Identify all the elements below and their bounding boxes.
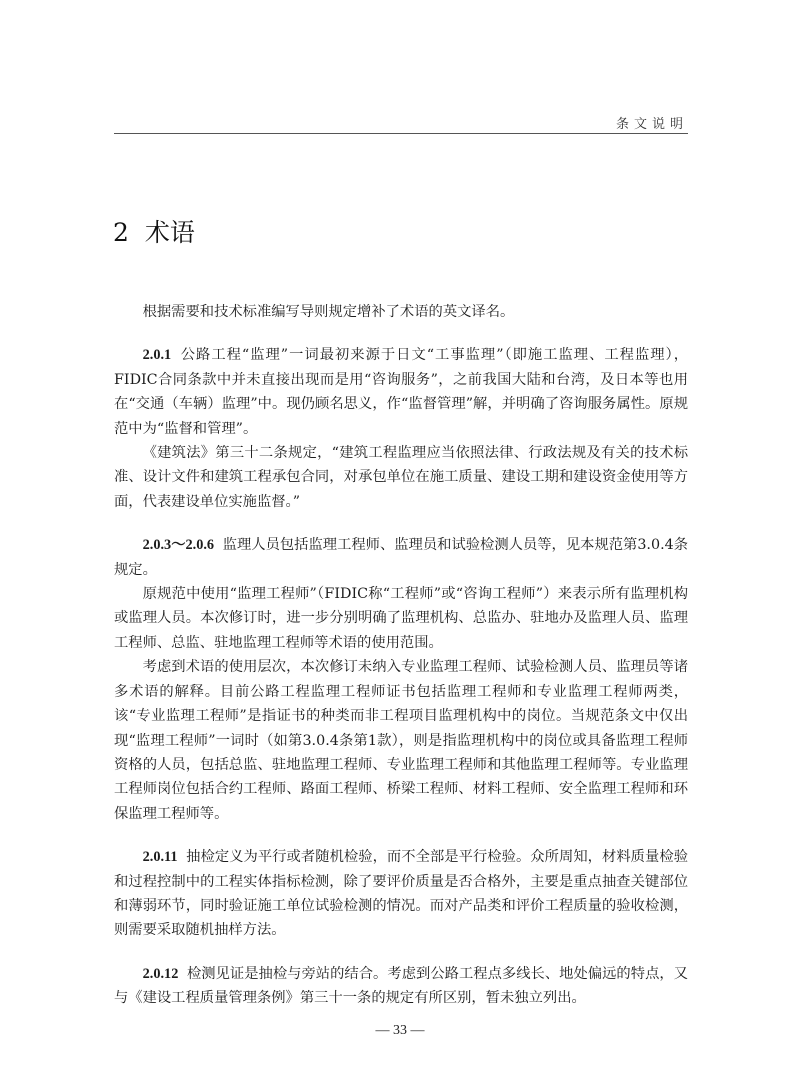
chapter-heading [113, 213, 195, 249]
chapter-title: 术语 [144, 218, 195, 247]
clause-text: 检测见证是抽检与旁站的结合。考虑到公路工程点多线长、地处偏远的特点，又与《建设工程质量管理条例》第三十一条的规定有所区别，暂未独立列出。 [114, 965, 688, 1007]
clause-text: 公路工程“监理”一词最初来源于日文“工事监理”（即施工监理、工程监理），FIDIC合同条款中并未直接出现而是用“咨询服务”，之前我国大陆和台湾，及日本等也用在“交通（车辆）监理”中。现仍顾名思义，作“监督管理”解，并明确了咨询服务属性。原规范中为“监督和管理”。 [114, 347, 688, 437]
clause-2-0-1-para-2: 《建筑法》第三十二条规定，“建筑工程监理应当依照法律、行政法规及有关的技术标准、设计文件和建筑工程承包合同，对承包单位在施工质量、建设工期和建设资金使用等方面，代表建设单位实施监督。” [114, 445, 688, 510]
page-number: — 33 — [375, 1023, 425, 1038]
clause-2-0-3-para-3: 考虑到术语的使用层次，本次修订未纳入专业监理工程师、试验检测人员、监理员等诸多术语的解释。目前公路工程监理工程师证书包括监理工程师和专业监理工程师两类，该“专业监理工程师”是指证书的种类而非工程项目监理机构中的岗位。当规范条文中仅出现“监理工程师”一词时（如第3.0.4条第1款），则是指监理机构中的岗位或具备监理工程师资格的人员，包括总监、驻地监理工程师、专业监理工程师和其他监理工程师等。专业监理工程师岗位包括合约工程师、路面工程师、桥梁工程师、材料工程师、安全监理工程师和环保监理工程师等。 [114, 659, 688, 822]
clause-number: 2.0.3～2.0.6 [142, 537, 215, 554]
clause-2-0-1-para-1 [114, 343, 688, 441]
body-text [114, 300, 688, 1011]
running-header: 条文说明 [615, 117, 688, 132]
clause-2-0-12-para-1 [114, 962, 688, 1011]
clause-number: 2.0.11 [142, 849, 178, 866]
clause-text: 抽检定义为平行或者随机检验，而不全部是平行检验。众所周知，材料质量检验和过程控制中的工程实体指标检测，除了要评价质量是否合格外，主要是重点抽查关键部位和薄弱环节，同时验证施工单位试验检测的情况。而对产品类和评价工程质量的验收检测，则需要采取随机抽样方法。 [114, 849, 688, 939]
header-rule [114, 133, 688, 134]
chapter-number: 2 [113, 218, 129, 247]
clause-number: 2.0.1 [142, 347, 172, 364]
clause-2-0-3-para-1 [114, 533, 688, 582]
clause-text: 监理人员包括监理工程师、监理员和试验检测人员等，见本规范第3.0.4条规定。 [114, 537, 689, 578]
clause-2-0-11-para-1 [114, 845, 688, 943]
clause-2-0-3-para-2: 原规范中使用“监理工程师”（FIDIC称“工程师”或“咨询工程师”）来表示所有监理机构或监理人员。本次修订时，进一步分别明确了监理机构、总监办、驻地办及监理人员、监理工程师、总监、驻地监理工程师等术语的使用范围。 [114, 586, 688, 651]
intro-paragraph: 根据需要和技术标准编写导则规定增补了术语的英文译名。 [142, 304, 515, 320]
clause-number: 2.0.12 [142, 965, 179, 982]
